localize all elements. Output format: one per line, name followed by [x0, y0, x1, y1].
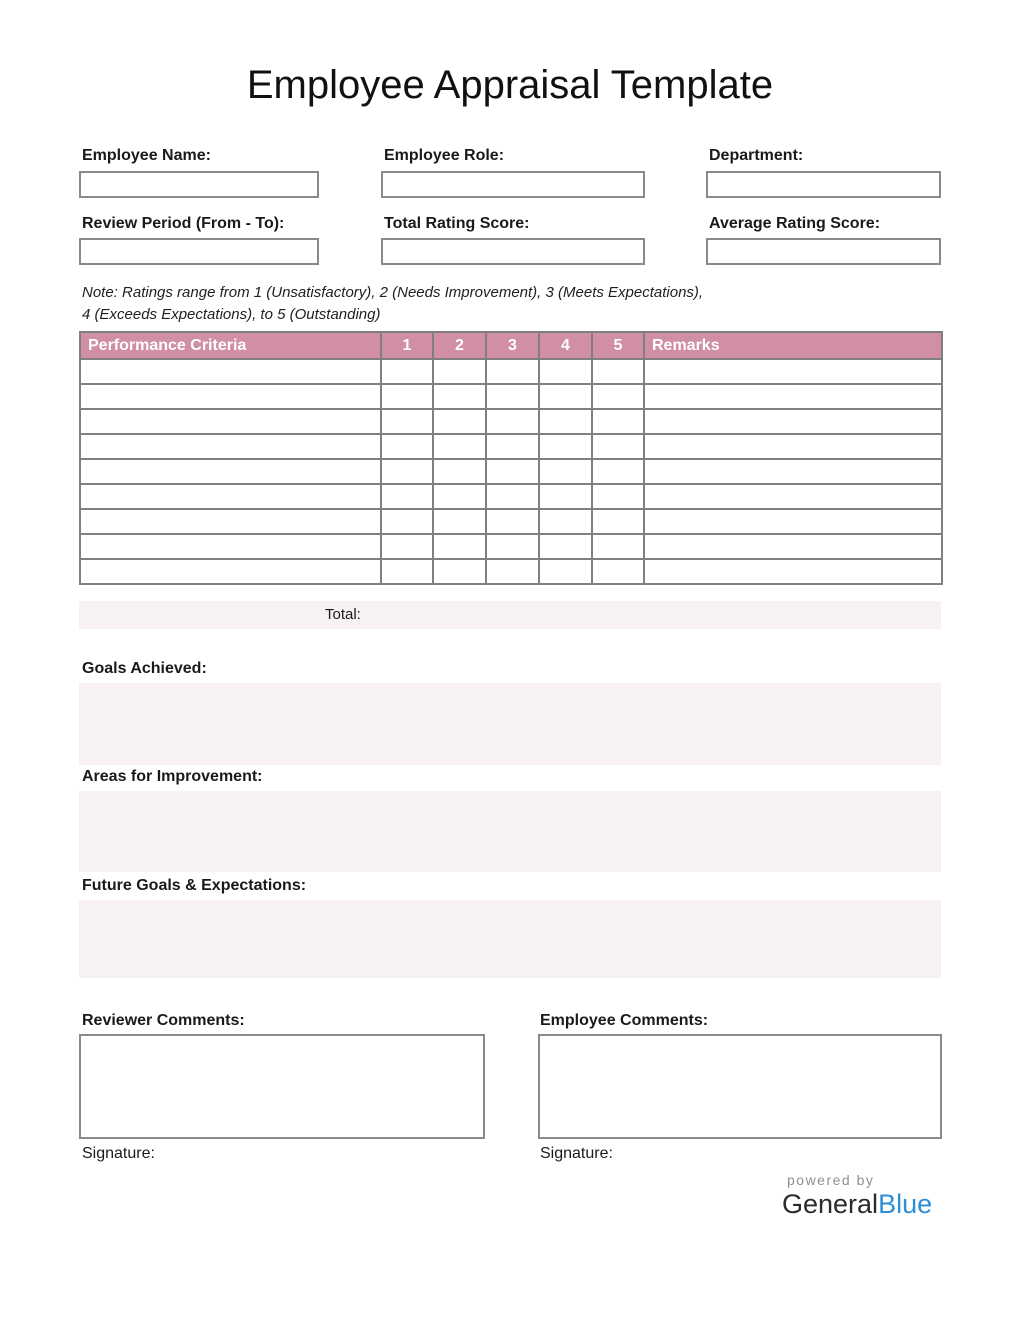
rating-cell[interactable] — [486, 409, 539, 434]
rating-cell[interactable] — [486, 384, 539, 409]
rating-cell[interactable] — [486, 484, 539, 509]
areas-for-improvement-textarea[interactable] — [79, 791, 941, 872]
rating-cell[interactable] — [592, 534, 644, 559]
rating-cell[interactable] — [592, 559, 644, 584]
areas-for-improvement-label: Areas for Improvement: — [82, 768, 263, 785]
rating-cell[interactable] — [381, 509, 433, 534]
remarks-cell[interactable] — [644, 459, 942, 484]
rating-cell[interactable] — [539, 384, 592, 409]
rating-cell[interactable] — [433, 509, 486, 534]
criteria-cell[interactable] — [80, 484, 381, 509]
rating-cell[interactable] — [592, 484, 644, 509]
rating-cell[interactable] — [433, 409, 486, 434]
rating-cell[interactable] — [539, 509, 592, 534]
rating-cell[interactable] — [539, 484, 592, 509]
rating-cell[interactable] — [433, 359, 486, 384]
column-header-rating-1: 1 — [381, 332, 433, 359]
rating-cell[interactable] — [539, 559, 592, 584]
criteria-cell[interactable] — [80, 359, 381, 384]
table-row — [80, 359, 942, 384]
remarks-cell[interactable] — [644, 384, 942, 409]
page-title: Employee Appraisal Template — [246, 63, 774, 107]
employee-name-label: Employee Name: — [82, 147, 211, 164]
criteria-cell[interactable] — [80, 559, 381, 584]
department-label: Department: — [709, 147, 804, 164]
powered-by-text: powered by — [787, 1172, 875, 1188]
rating-cell[interactable] — [486, 459, 539, 484]
future-goals-expectations-label: Future Goals & Expectations: — [82, 877, 307, 894]
rating-cell[interactable] — [486, 434, 539, 459]
rating-cell[interactable] — [433, 384, 486, 409]
rating-cell[interactable] — [486, 534, 539, 559]
remarks-cell[interactable] — [644, 509, 942, 534]
rating-cell[interactable] — [486, 509, 539, 534]
column-header-rating-4: 4 — [539, 332, 592, 359]
rating-cell[interactable] — [433, 559, 486, 584]
employee-comments-box[interactable] — [538, 1034, 942, 1139]
employee-signature-label: Signature: — [540, 1145, 613, 1162]
rating-cell[interactable] — [381, 359, 433, 384]
rating-cell[interactable] — [539, 459, 592, 484]
criteria-cell[interactable] — [80, 384, 381, 409]
column-header-rating-5: 5 — [592, 332, 644, 359]
average-rating-score-label: Average Rating Score: — [709, 215, 881, 232]
column-header-performance-criteria: Performance Criteria — [80, 332, 381, 359]
criteria-cell[interactable] — [80, 534, 381, 559]
goals-achieved-label: Goals Achieved: — [82, 660, 207, 677]
rating-cell[interactable] — [486, 359, 539, 384]
rating-cell[interactable] — [486, 559, 539, 584]
rating-cell[interactable] — [592, 384, 644, 409]
average-rating-score-input[interactable] — [706, 238, 941, 265]
performance-criteria-table — [79, 331, 943, 585]
remarks-cell[interactable] — [644, 534, 942, 559]
ratings-note-line1: Note: Ratings range from 1 (Unsatisfactory), 2 (Needs Improvement), 3 (Meets Expectations), — [82, 284, 704, 301]
criteria-cell[interactable] — [80, 409, 381, 434]
generalblue-logo-general: General — [782, 1189, 879, 1219]
rating-cell[interactable] — [433, 484, 486, 509]
column-header-remarks: Remarks — [644, 332, 942, 359]
rating-cell[interactable] — [592, 409, 644, 434]
rating-cell[interactable] — [433, 459, 486, 484]
rating-cell[interactable] — [381, 459, 433, 484]
table-row — [80, 459, 942, 484]
table-row — [80, 484, 942, 509]
rating-cell[interactable] — [381, 409, 433, 434]
table-row — [80, 384, 942, 409]
total-label: Total: — [325, 606, 361, 623]
table-row — [80, 509, 942, 534]
generalblue-logo[interactable] — [782, 1188, 932, 1220]
table-body — [80, 359, 942, 584]
rating-cell[interactable] — [381, 534, 433, 559]
remarks-cell[interactable] — [644, 484, 942, 509]
generalblue-logo-blue: Blue — [878, 1189, 933, 1219]
reviewer-comments-label: Reviewer Comments: — [82, 1012, 245, 1029]
rating-cell[interactable] — [539, 434, 592, 459]
employee-role-input[interactable] — [381, 171, 645, 198]
rating-cell[interactable] — [433, 434, 486, 459]
rating-cell[interactable] — [381, 434, 433, 459]
future-goals-expectations-textarea[interactable] — [79, 900, 941, 978]
rating-cell[interactable] — [539, 534, 592, 559]
criteria-cell[interactable] — [80, 509, 381, 534]
ratings-note-line2: 4 (Exceeds Expectations), to 5 (Outstanding) — [82, 306, 381, 323]
remarks-cell[interactable] — [644, 559, 942, 584]
employee-name-input[interactable] — [79, 171, 319, 198]
rating-cell[interactable] — [592, 459, 644, 484]
employee-comments-label: Employee Comments: — [540, 1012, 709, 1029]
remarks-cell[interactable] — [644, 409, 942, 434]
criteria-cell[interactable] — [80, 434, 381, 459]
rating-cell[interactable] — [592, 434, 644, 459]
employee-role-label: Employee Role: — [384, 147, 505, 164]
table-row — [80, 434, 942, 459]
column-header-rating-2: 2 — [433, 332, 486, 359]
department-input[interactable] — [706, 171, 941, 198]
column-header-rating-3: 3 — [486, 332, 539, 359]
table-row — [80, 559, 942, 584]
rating-cell[interactable] — [539, 409, 592, 434]
table-row — [80, 534, 942, 559]
review-period-label: Review Period (From - To): — [82, 215, 285, 232]
total-rating-score-label: Total Rating Score: — [384, 215, 530, 232]
total-row[interactable] — [79, 601, 941, 629]
review-period-input[interactable] — [79, 238, 319, 265]
criteria-cell[interactable] — [80, 459, 381, 484]
reviewer-signature-label: Signature: — [82, 1145, 155, 1162]
rating-cell[interactable] — [381, 559, 433, 584]
ratings-note — [82, 282, 703, 326]
rating-cell[interactable] — [381, 484, 433, 509]
total-rating-score-input[interactable] — [381, 238, 645, 265]
rating-cell[interactable] — [592, 359, 644, 384]
table-row — [80, 409, 942, 434]
rating-cell[interactable] — [381, 384, 433, 409]
reviewer-comments-box[interactable] — [79, 1034, 485, 1139]
rating-cell[interactable] — [539, 359, 592, 384]
remarks-cell[interactable] — [644, 359, 942, 384]
rating-cell[interactable] — [592, 509, 644, 534]
goals-achieved-textarea[interactable] — [79, 683, 941, 765]
table-header-row — [80, 332, 942, 359]
rating-cell[interactable] — [433, 534, 486, 559]
remarks-cell[interactable] — [644, 434, 942, 459]
